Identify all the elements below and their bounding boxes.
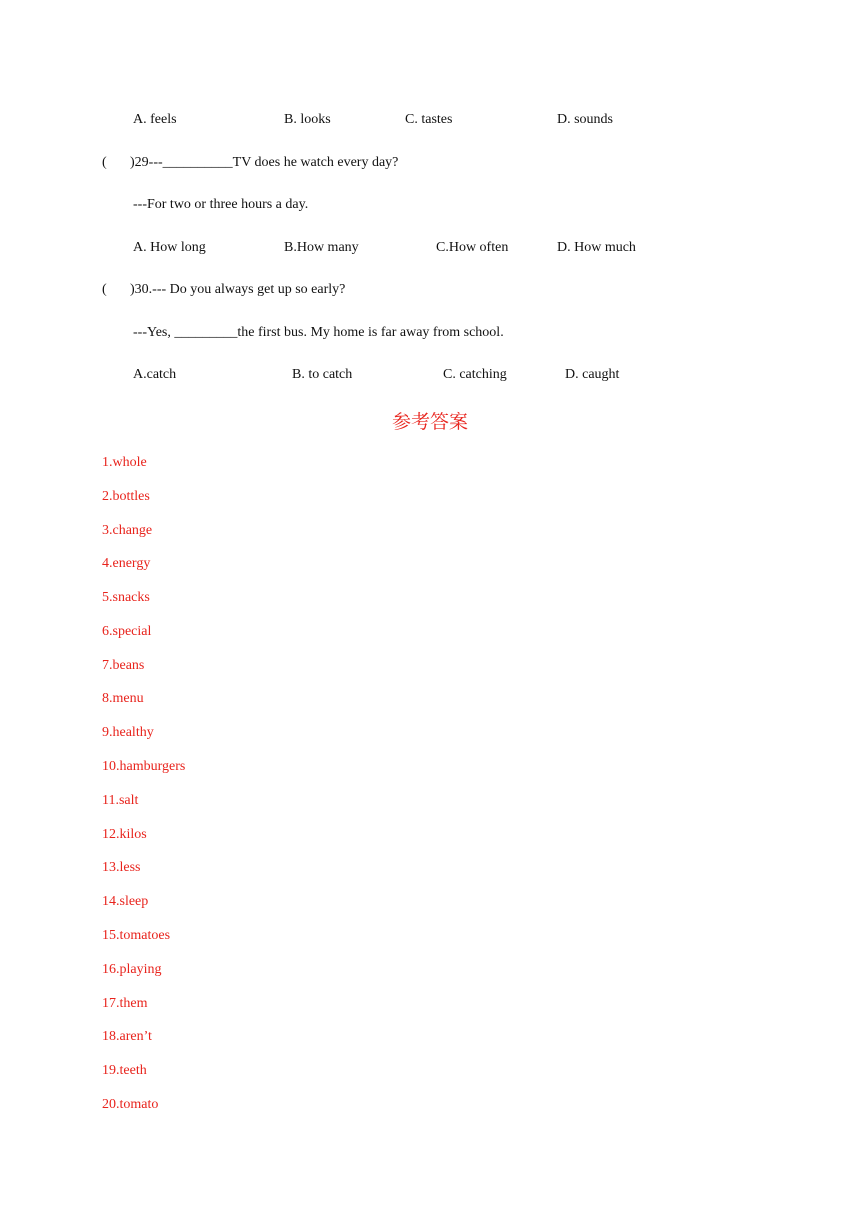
answer-item: 2.bottles <box>102 489 150 504</box>
q30-option-b: B. to catch <box>292 367 353 382</box>
q29-reply: ---For two or three hours a day. <box>133 197 309 212</box>
answer-item: 4.energy <box>102 556 151 571</box>
q29-option-a: A. How long <box>133 240 206 255</box>
q30-option-c: C. catching <box>443 367 507 382</box>
q29-paren: ( <box>102 155 107 170</box>
q30-reply: ---Yes, _________the first bus. My home is far away from school. <box>133 325 504 340</box>
q30-option-a: A.catch <box>133 367 177 382</box>
q29-option-d: D. How much <box>557 240 636 255</box>
answer-item: 20.tomato <box>102 1097 159 1112</box>
answer-item: 13.less <box>102 860 141 875</box>
answer-item: 6.special <box>102 624 152 639</box>
q30-option-d: D. caught <box>565 367 620 382</box>
q28-option-c: C. tastes <box>405 112 453 127</box>
answer-item: 9.healthy <box>102 725 154 740</box>
q28-option-b: B. looks <box>284 112 331 127</box>
q28-option-d: D. sounds <box>557 112 614 127</box>
answer-item: 19.teeth <box>102 1063 147 1078</box>
q29-stem: )29---__________TV does he watch every day? <box>130 155 399 170</box>
answer-item: 15.tomatoes <box>102 928 171 943</box>
q29-option-c: C.How often <box>436 240 509 255</box>
answer-item: 14.sleep <box>102 894 149 909</box>
answer-item: 10.hamburgers <box>102 759 186 774</box>
q28-option-a: A. feels <box>133 112 177 127</box>
answer-item: 18.aren’t <box>102 1029 152 1044</box>
answer-item: 1.whole <box>102 455 147 470</box>
q30-paren: ( <box>102 282 107 297</box>
answer-item: 7.beans <box>102 658 145 673</box>
q30-stem: )30.--- Do you always get up so early? <box>130 282 346 297</box>
q29-option-b: B.How many <box>284 240 359 255</box>
answer-key-title: 参考答案 <box>391 411 468 433</box>
answer-item: 16.playing <box>102 962 162 977</box>
answer-item: 17.them <box>102 996 148 1011</box>
answer-item: 8.menu <box>102 691 144 706</box>
answer-item: 11.salt <box>102 793 139 808</box>
answer-item: 5.snacks <box>102 590 150 605</box>
answer-item: 3.change <box>102 523 153 538</box>
answer-item: 12.kilos <box>102 827 147 842</box>
